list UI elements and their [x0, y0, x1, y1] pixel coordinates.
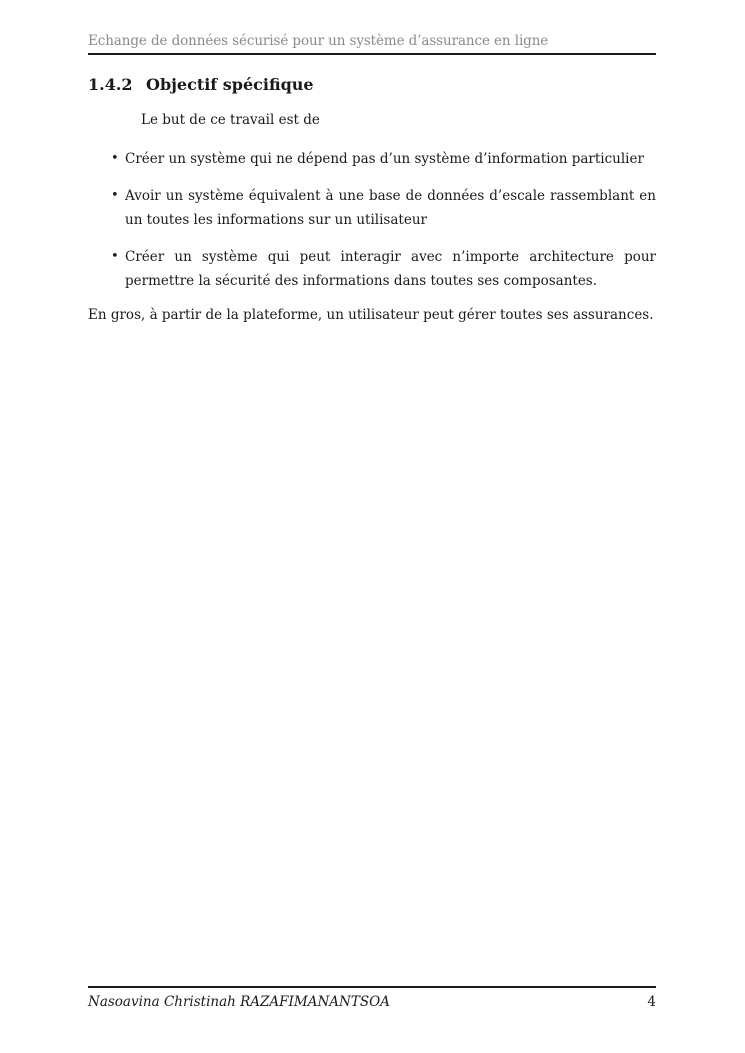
section-heading — [88, 75, 656, 94]
list-item-text: Avoir un système équivalent à une base de données d’escale rassemblant en un toutes les informations sur un utilisateur — [125, 188, 656, 228]
bullet-icon: • — [111, 249, 119, 264]
running-title: Echange de données sécurisé pour un système d’assurance en ligne — [88, 33, 549, 49]
footer-author: Nasoavina Christinah RAZAFIMANANTSOA — [88, 994, 390, 1010]
bullet-icon: • — [111, 188, 119, 203]
list-item — [88, 184, 656, 232]
section-title: Objectif spécifique — [146, 75, 314, 94]
list-item-text: Créer un système qui peut interagir avec n’importe architecture pour permettre la sécurité des informations dans toutes ses composantes. — [125, 249, 656, 289]
conclusion-paragraph: En gros, à partir de la plateforme, un utilisateur peut gérer toutes ses assurances. — [88, 307, 654, 323]
objectives-list — [88, 147, 656, 306]
page-number: 4 — [647, 994, 656, 1010]
intro-paragraph: Le but de ce travail est de — [141, 112, 320, 128]
page-header — [88, 32, 656, 55]
section-number: 1.4.2 — [88, 75, 133, 94]
page-footer — [88, 986, 656, 1014]
bullet-icon: • — [111, 151, 119, 166]
list-item-text: Créer un système qui ne dépend pas d’un système d’information particulier — [125, 151, 644, 167]
list-item — [88, 147, 656, 171]
list-item — [88, 245, 656, 293]
